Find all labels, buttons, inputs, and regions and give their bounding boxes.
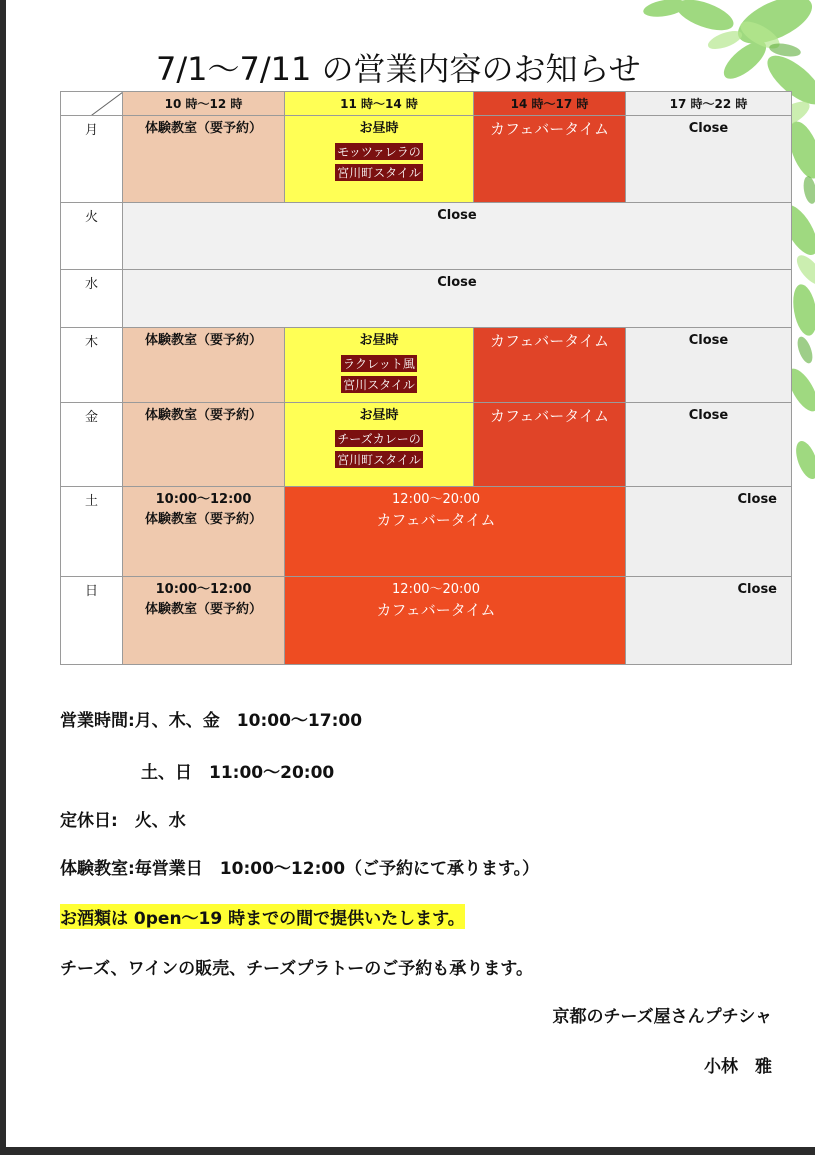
lunch-menu-line1: ラクレット風 (343, 357, 415, 371)
table-row (61, 577, 792, 665)
close-cell (123, 270, 792, 328)
lunch-label: お昼時 (359, 408, 399, 423)
table-row (61, 116, 792, 203)
table-header-row (61, 92, 792, 116)
day-label: 日 (61, 577, 123, 665)
experience-label: 体験教室（要予約） (144, 408, 262, 423)
regular-holiday: 定休日: 火、水 (60, 811, 186, 831)
header-slot-2: 11 時〜14 時 (285, 92, 474, 116)
class-info: 体験教室:毎営業日 10:00〜12:00（ご予約にて承ります。） (60, 859, 540, 879)
table-row (61, 403, 792, 487)
cafe-cell (474, 116, 626, 203)
cafe-label: カフェバータイム (376, 601, 496, 619)
day-label: 月 (61, 116, 123, 203)
day-label: 水 (61, 270, 123, 328)
lunch-menu-line2: 宮川スタイル (343, 378, 415, 392)
cafe-cell (474, 403, 626, 487)
close-cell (626, 116, 792, 203)
page-title: 7/1〜7/11 の営業内容のお知らせ (156, 50, 641, 88)
cafe-label: カフェバータイム (376, 511, 496, 529)
table-row (61, 487, 792, 577)
experience-time: 10:00〜12:00 (155, 582, 252, 597)
lunch-label: お昼時 (359, 333, 399, 348)
table-row (61, 328, 792, 403)
lunch-label: お昼時 (359, 121, 399, 136)
cafe-time: 12:00〜20:00 (392, 582, 480, 597)
header-slot-4: 17 時〜22 時 (626, 92, 792, 116)
header-slot-1: 10 時〜12 時 (123, 92, 285, 116)
cafe-time: 12:00〜20:00 (392, 492, 480, 507)
close-label: Close (688, 333, 729, 348)
table-row (61, 203, 792, 270)
close-label: Close (688, 408, 729, 423)
close-label: Close (688, 121, 729, 136)
day-label: 火 (61, 203, 123, 270)
sales-notice: チーズ、ワインの販売、チーズプラトーのご予約も承ります。 (60, 959, 533, 979)
business-hours-weekend: 土、日 11:00〜20:00 (141, 763, 335, 783)
close-label: Close (437, 208, 477, 223)
close-cell (626, 403, 792, 487)
cafe-cell (474, 328, 626, 403)
alcohol-notice: お酒類は 0pen〜19 時までの間で提供いたします。 (60, 904, 465, 929)
day-label: 金 (61, 403, 123, 487)
cafe-label: カフェバータイム (490, 407, 609, 425)
experience-label: 体験教室（要予約） (144, 333, 262, 348)
shop-name: 京都のチーズ屋さんプチシャ (552, 1007, 772, 1027)
lunch-cell (285, 328, 474, 403)
experience-label: 体験教室（要予約） (144, 121, 262, 136)
cafe-cell (285, 577, 626, 665)
cafe-label: カフェバータイム (490, 332, 609, 350)
close-label: Close (437, 275, 477, 290)
corner-cell (61, 92, 123, 116)
author-name: 小林 雅 (704, 1057, 772, 1077)
notice-page (6, 0, 815, 1147)
cafe-cell (285, 487, 626, 577)
lunch-menu-line1: チーズカレーの (337, 432, 421, 446)
lunch-menu-line2: 宮川町スタイル (337, 166, 421, 180)
close-cell (626, 328, 792, 403)
close-label: Close (737, 492, 777, 507)
day-label: 土 (61, 487, 123, 577)
experience-cell (123, 328, 285, 403)
experience-label: 体験教室（要予約） (144, 512, 262, 527)
close-cell (626, 487, 792, 577)
header-slot-3: 14 時〜17 時 (474, 92, 626, 116)
day-label: 木 (61, 328, 123, 403)
lunch-menu-line1: モッツァレラの (337, 145, 421, 159)
table-row (61, 270, 792, 328)
experience-label: 体験教室（要予約） (144, 602, 262, 617)
close-cell (123, 203, 792, 270)
lunch-menu-line2: 宮川町スタイル (337, 453, 421, 467)
schedule-table (60, 91, 792, 665)
experience-cell (123, 577, 285, 665)
lunch-cell (285, 403, 474, 487)
experience-time: 10:00〜12:00 (155, 492, 252, 507)
experience-cell (123, 116, 285, 203)
cafe-label: カフェバータイム (490, 120, 609, 138)
lunch-cell (285, 116, 474, 203)
experience-cell (123, 403, 285, 487)
close-label: Close (737, 582, 777, 597)
experience-cell (123, 487, 285, 577)
business-hours-weekday: 営業時間:月、木、金 10:00〜17:00 (60, 711, 363, 731)
close-cell (626, 577, 792, 665)
